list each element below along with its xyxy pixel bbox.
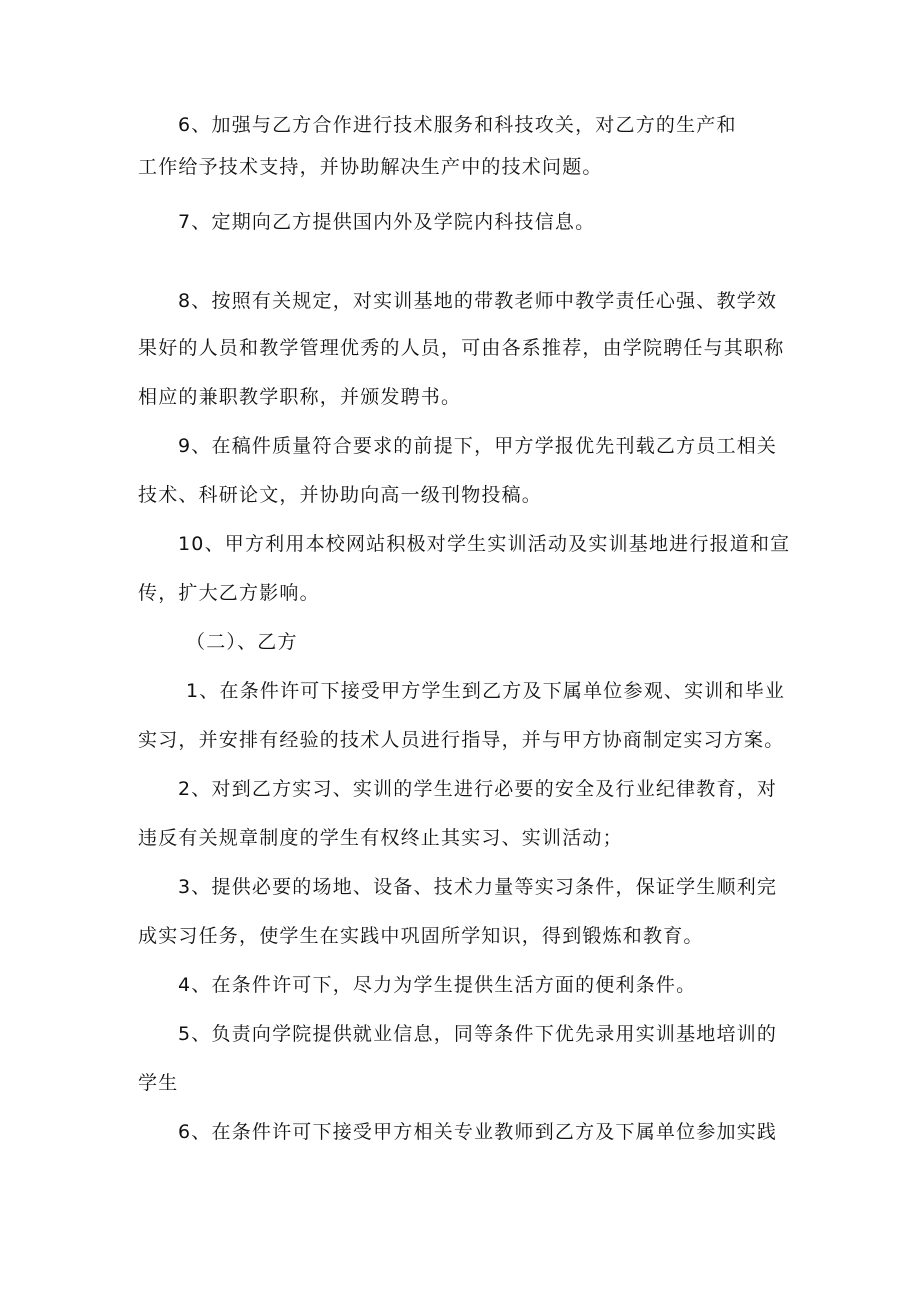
party-a-item-6-line-2: 工作给予技术支持，并协助解决生产中的技术问题。	[138, 156, 603, 178]
party-b-item-1-line-1: 1、在条件许可下接受甲方学生到乙方及下属单位参观、实训和毕业	[186, 680, 786, 702]
party-a-item-10-line-2: 传，扩大乙方影响。	[138, 582, 320, 604]
party-a-item-9-line-2: 技术、科研论文，并协助向高一级刊物投稿。	[138, 484, 543, 506]
party-b-item-5-line-1: 5、负责向学院提供就业信息，同等条件下优先录用实训基地培训的	[178, 1023, 778, 1045]
section-heading-party-b: （二）、乙方	[186, 631, 298, 653]
party-b-item-3-line-1: 3、提供必要的场地、设备、技术力量等实习条件，保证学生顺利完	[178, 876, 778, 898]
party-b-item-3-line-2: 成实习任务，使学生在实践中巩固所学知识，得到锻炼和教育。	[138, 925, 704, 947]
party-b-item-2-line-2: 违反有关规章制度的学生有权终止其实习、实训活动；	[138, 827, 623, 849]
party-b-item-2-line-1: 2、对到乙方实习、实训的学生进行必要的安全及行业纪律教育，对	[178, 778, 778, 800]
party-a-item-8-line-3: 相应的兼职教学职称，并颁发聘书。	[138, 386, 462, 408]
party-a-item-7-line-1: 7、定期向乙方提供国内外及学院内科技信息。	[178, 211, 596, 233]
party-a-item-10-line-1: 10、甲方利用本校网站积极对学生实训活动及实训基地进行报道和宣	[178, 533, 791, 555]
party-b-item-4-line-1: 4、在条件许可下，尽力为学生提供生活方面的便利条件。	[178, 974, 697, 996]
party-a-item-6-line-1: 6、加强与乙方合作进行技术服务和科技攻关，对乙方的生产和	[178, 114, 737, 136]
party-b-item-6-line-1: 6、在条件许可下接受甲方相关专业教师到乙方及下属单位参加实践	[178, 1121, 778, 1143]
party-a-item-8-line-1: 8、按照有关规定，对实训基地的带教老师中教学责任心强、教学效	[178, 290, 778, 312]
party-b-item-1-line-2: 实习，并安排有经验的技术人员进行指导，并与甲方协商制定实习方案。	[138, 729, 785, 751]
party-a-item-9-line-1: 9、在稿件质量符合要求的前提下，甲方学报优先刊载乙方员工相关	[178, 435, 778, 457]
party-a-item-8-line-2: 果好的人员和教学管理优秀的人员，可由各系推荐，由学院聘任与其职称	[138, 337, 785, 359]
party-b-item-5-line-2: 学生	[138, 1072, 179, 1094]
